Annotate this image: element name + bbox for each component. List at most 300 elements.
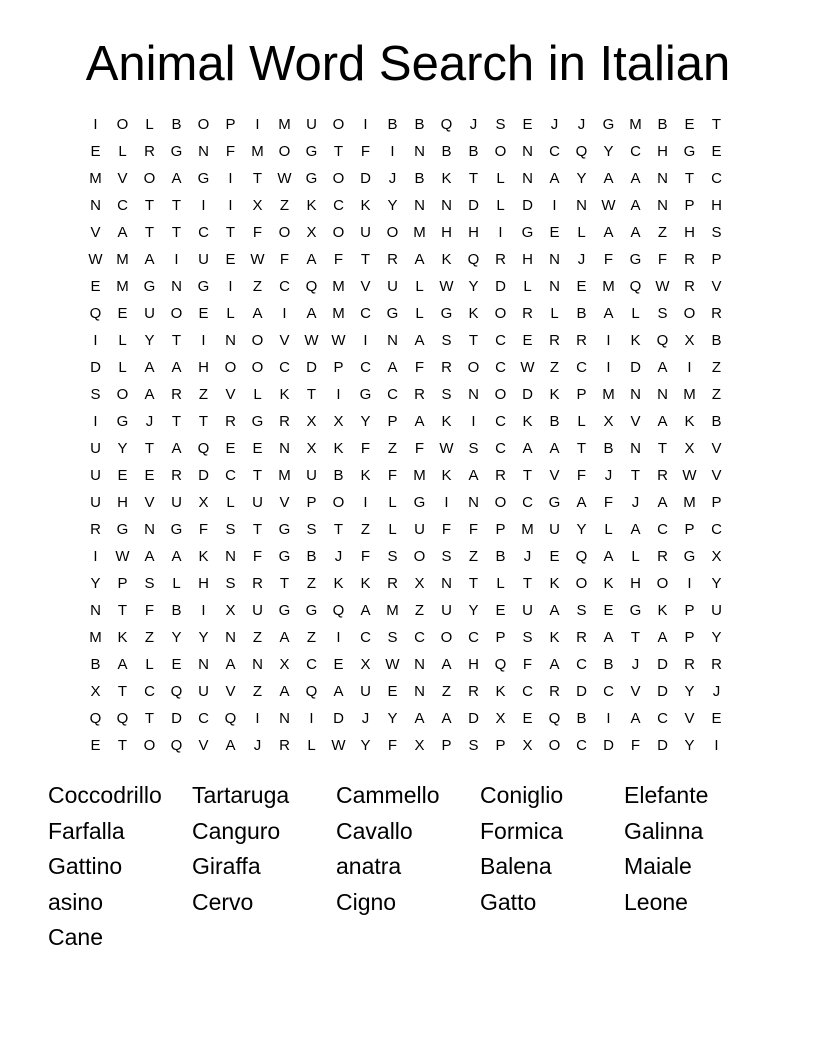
grid-letter: S [441,386,452,403]
grid-letter: Y [360,737,371,754]
grid-letter: N [441,575,452,592]
grid-letter: M [683,386,696,403]
grid-letter: F [387,737,398,754]
grid-letter: C [576,656,587,673]
grid-letter: Q [467,251,480,268]
grid-letter: E [333,656,344,673]
grid-letter: N [90,197,101,214]
grid-letter: A [630,197,641,214]
grid-letter: G [413,494,426,511]
grid-letter: B [90,656,101,673]
grid-letter: S [657,305,668,322]
grid-letter: A [549,602,560,619]
grid-letter: C [522,683,533,700]
grid-letter: A [252,305,263,322]
grid-letter: C [576,359,587,376]
grid-letter: H [117,494,128,511]
grid-letter: E [144,467,155,484]
grid-letter: F [198,521,209,538]
grid-letter: J [334,548,343,565]
grid-letter: Q [197,440,210,457]
grid-letter: C [360,305,371,322]
grid-letter: G [629,251,642,268]
grid-letter: C [360,629,371,646]
grid-letter: J [469,116,478,133]
grid-letter: A [657,629,668,646]
grid-letter: U [306,467,317,484]
word-list-item: Galinna [624,817,704,844]
grid-letter: O [332,494,345,511]
grid-letter: N [279,440,290,457]
grid-letter: F [414,440,425,457]
grid-letter: N [630,440,641,457]
grid-letter: T [522,575,533,592]
grid-letter: Q [548,710,561,727]
grid-letter: E [549,224,560,241]
grid-letter: L [523,278,532,295]
grid-letter: U [252,494,263,511]
grid-letter: E [252,440,263,457]
grid-letter: N [387,332,398,349]
grid-letter: B [549,413,560,430]
grid-letter: Z [711,359,722,376]
grid-letter: G [305,143,318,160]
grid-letter: T [360,251,371,268]
word-list-item: anatra [336,853,402,879]
grid-letter: T [468,170,479,187]
grid-letter: F [225,143,236,160]
grid-letter: O [683,305,696,322]
grid-letter: R [441,359,452,376]
word-list-item: Elefante [624,782,709,808]
grid-letter: D [522,386,533,403]
grid-letter: T [252,521,263,538]
grid-letter: R [549,683,560,700]
grid-letter: U [360,224,371,241]
word-list-item: Tartaruga [192,782,290,808]
grid-letter: K [603,575,614,592]
grid-letter: C [495,332,506,349]
grid-letter: H [522,251,533,268]
grid-letter: V [711,467,722,484]
grid-letter: U [90,440,101,457]
grid-letter: G [359,386,372,403]
grid-letter: C [657,710,668,727]
grid-letter: N [225,332,236,349]
grid-letter: O [197,116,210,133]
grid-letter: W [601,197,616,214]
grid-letter: A [630,521,641,538]
grid-letter: L [253,386,262,403]
grid-letter: I [714,737,719,754]
grid-letter: C [198,710,209,727]
grid-letter: Z [711,386,722,403]
grid-letter: M [332,305,345,322]
grid-letter: I [498,224,503,241]
grid-letter: E [90,737,101,754]
grid-letter: S [306,521,317,538]
grid-letter: T [252,467,263,484]
grid-letter: A [171,170,182,187]
grid-letter: Y [684,737,695,754]
grid-letter: K [549,575,560,592]
grid-letter: T [576,440,587,457]
grid-letter: T [144,224,155,241]
grid-letter: I [363,332,368,349]
grid-letter: F [360,143,371,160]
grid-letter: M [278,467,291,484]
grid-letter: N [252,656,263,673]
grid-letter: X [360,656,371,673]
grid-letter: A [333,683,344,700]
grid-letter: G [548,494,561,511]
grid-letter: M [278,116,291,133]
grid-letter: J [631,494,640,511]
grid-letter: D [360,170,371,187]
grid-letter: T [657,440,668,457]
grid-letter: O [332,116,345,133]
word-list-item: Balena [480,853,552,879]
grid-letter: A [144,359,155,376]
word-list-item: Cervo [192,888,254,915]
grid-letter: I [687,575,692,592]
grid-letter: A [441,710,452,727]
grid-letter: X [198,494,209,511]
grid-letter: A [630,710,641,727]
grid-letter: T [117,683,128,700]
grid-letter: N [414,197,425,214]
grid-letter: P [711,494,722,511]
grid-letter: C [495,413,506,430]
grid-letter: F [360,440,371,457]
grid-letter: B [441,143,452,160]
grid-letter: M [629,116,642,133]
grid-letter: L [550,305,559,322]
grid-letter: I [93,548,98,565]
grid-letter: W [331,332,346,349]
grid-letter: A [468,467,479,484]
grid-letter: U [144,305,155,322]
grid-letter: G [629,602,642,619]
grid-letter: I [606,359,611,376]
grid-letter: P [117,575,128,592]
grid-letter: X [90,683,101,700]
grid-letter: N [468,386,479,403]
grid-letter: O [494,143,507,160]
grid-letter: E [711,710,722,727]
grid-letter: Q [116,710,129,727]
grid-letter: E [117,305,128,322]
grid-letter: I [201,332,206,349]
grid-letter: L [604,521,613,538]
grid-letter: B [576,305,587,322]
grid-letter: D [468,197,479,214]
grid-letter: Q [224,710,237,727]
grid-letter: I [228,170,233,187]
grid-letter: K [441,467,452,484]
grid-letter: I [363,494,368,511]
grid-letter: R [522,305,533,322]
grid-letter: W [304,332,319,349]
grid-letter: A [603,305,614,322]
grid-letter: Q [629,278,642,295]
grid-letter: R [171,467,182,484]
grid-letter: R [279,737,290,754]
grid-letter: A [630,170,641,187]
grid-letter: R [684,656,695,673]
grid-letter: L [577,224,586,241]
grid-letter: P [306,494,317,511]
grid-letter: C [657,521,668,538]
grid-letter: M [89,170,102,187]
grid-letter: U [387,278,398,295]
grid-letter: F [630,737,641,754]
grid-letter: C [549,143,560,160]
grid-letter: A [522,440,533,457]
grid-letter: C [117,197,128,214]
grid-letter: I [201,602,206,619]
grid-letter: T [333,521,344,538]
grid-letter: K [360,197,371,214]
grid-letter: W [250,251,265,268]
grid-letter: L [577,413,586,430]
grid-letter: S [468,737,479,754]
grid-letter: N [441,197,452,214]
grid-letter: Z [306,575,317,592]
grid-letter: F [387,467,398,484]
grid-letter: X [252,197,263,214]
grid-letter: K [333,440,344,457]
grid-letter: I [201,197,206,214]
grid-letter: S [441,332,452,349]
grid-letter: G [278,602,291,619]
grid-letter: V [225,386,236,403]
grid-letter: S [387,629,398,646]
grid-letter: V [279,494,290,511]
grid-letter: A [414,710,425,727]
grid-letter: K [306,197,317,214]
grid-letter: E [603,602,614,619]
grid-letter: N [414,656,425,673]
grid-letter: Y [576,521,587,538]
grid-letter: S [225,521,236,538]
grid-letter: W [655,278,670,295]
grid-letter: U [90,467,101,484]
grid-letter: D [657,737,668,754]
grid-letter: U [252,602,263,619]
grid-letter: B [576,710,587,727]
grid-letter: T [144,197,155,214]
grid-letter: I [687,359,692,376]
grid-letter: Y [711,629,722,646]
grid-letter: Z [414,602,425,619]
grid-letter: R [387,251,398,268]
grid-letter: H [630,575,641,592]
grid-letter: K [657,602,668,619]
grid-letter: R [576,332,587,349]
grid-letter: D [90,359,101,376]
grid-letter: C [711,170,722,187]
grid-letter: O [494,386,507,403]
grid-letter: G [197,170,210,187]
grid-letter: Y [603,143,614,160]
grid-letter: F [252,548,263,565]
grid-letter: M [602,278,615,295]
grid-letter: C [630,143,641,160]
grid-letter: Y [468,602,479,619]
grid-letter: I [93,332,98,349]
grid-letter: N [468,494,479,511]
grid-letter: R [657,467,668,484]
grid-letter: I [363,116,368,133]
grid-letter: A [603,629,614,646]
grid-letter: L [307,737,316,754]
grid-letter: H [684,224,695,241]
grid-letter: X [684,332,695,349]
grid-letter: O [494,494,507,511]
grid-letter: W [385,656,400,673]
grid-letter: R [171,386,182,403]
grid-letter: I [93,116,98,133]
grid-letter: J [604,467,613,484]
grid-letter: P [441,737,452,754]
grid-letter: B [171,602,182,619]
grid-letter: A [306,251,317,268]
word-list-item: Cigno [336,888,397,915]
grid-letter: M [602,386,615,403]
grid-letter: C [225,467,236,484]
grid-letter: O [656,575,669,592]
grid-letter: I [552,197,557,214]
grid-letter: G [305,170,318,187]
grid-letter: K [549,629,560,646]
grid-letter: P [333,359,344,376]
grid-letter: U [441,602,452,619]
grid-letter: L [631,548,640,565]
grid-letter: I [390,143,395,160]
grid-letter: Z [198,386,209,403]
grid-letter: Q [440,116,453,133]
grid-letter: Z [252,629,263,646]
grid-letter: C [333,197,344,214]
grid-letter: J [361,710,370,727]
grid-letter: X [684,440,695,457]
grid-letter: Y [144,332,155,349]
grid-letter: F [576,467,587,484]
grid-letter: X [603,413,614,430]
grid-letter: M [683,494,696,511]
grid-letter: Y [684,683,695,700]
grid-letter: A [117,224,128,241]
grid-letter: V [630,683,641,700]
grid-letter: Y [468,278,479,295]
grid-letter: V [711,278,722,295]
grid-letter: F [522,656,533,673]
grid-letter: B [711,332,722,349]
grid-letter: Z [657,224,668,241]
grid-letter: U [522,602,533,619]
grid-letter: A [279,629,290,646]
grid-letter: S [387,548,398,565]
grid-letter: T [171,332,182,349]
grid-letter: E [90,143,101,160]
grid-letter: T [333,143,344,160]
grid-letter: M [89,629,102,646]
grid-letter: G [197,278,210,295]
grid-letter: J [577,116,586,133]
grid-letter: M [386,602,399,619]
grid-letter: E [225,251,236,268]
word-list-item: Gattino [48,853,123,879]
grid-letter: A [549,440,560,457]
grid-letter: N [144,521,155,538]
grid-letter: V [198,737,209,754]
grid-letter: R [549,332,560,349]
grid-letter: N [198,656,209,673]
grid-letter: P [684,629,695,646]
grid-letter: L [118,143,127,160]
grid-letter: D [306,359,317,376]
grid-letter: R [711,305,722,322]
grid-letter: I [93,413,98,430]
grid-letter: N [225,629,236,646]
grid-letter: N [630,386,641,403]
grid-letter: O [332,224,345,241]
grid-letter: G [683,548,696,565]
grid-letter: Z [387,440,398,457]
word-list-item: Cavallo [336,817,413,844]
grid-letter: V [117,170,128,187]
grid-letter: R [414,386,425,403]
grid-letter: Q [575,143,588,160]
grid-letter: Q [305,683,318,700]
grid-letter: Q [332,602,345,619]
grid-letter: V [279,332,290,349]
grid-letter: K [279,386,290,403]
grid-letter: H [468,224,479,241]
grid-letter: G [251,413,264,430]
grid-letter: T [171,413,182,430]
grid-letter: D [198,467,209,484]
grid-letter: S [441,548,452,565]
grid-letter: A [171,548,182,565]
word-list-item: Cammello [336,782,440,808]
grid-letter: T [117,737,128,754]
grid-letter: X [306,224,317,241]
grid-letter: L [226,494,235,511]
grid-letter: Z [360,521,371,538]
grid-letter: X [711,548,722,565]
grid-letter: A [576,494,587,511]
grid-letter: R [144,143,155,160]
grid-letter: K [333,575,344,592]
grid-letter: G [440,305,453,322]
grid-letter: A [657,413,668,430]
grid-letter: T [279,575,290,592]
grid-letter: N [522,170,533,187]
grid-letter: A [441,656,452,673]
grid-letter: O [278,224,291,241]
grid-letter: X [306,413,317,430]
grid-letter: S [90,386,101,403]
grid-letter: A [603,224,614,241]
grid-letter: L [388,494,397,511]
grid-letter: Z [441,683,452,700]
grid-letter: I [444,494,449,511]
word-list-item: Maiale [624,853,692,879]
grid-letter: X [522,737,533,754]
grid-letter: E [522,710,533,727]
